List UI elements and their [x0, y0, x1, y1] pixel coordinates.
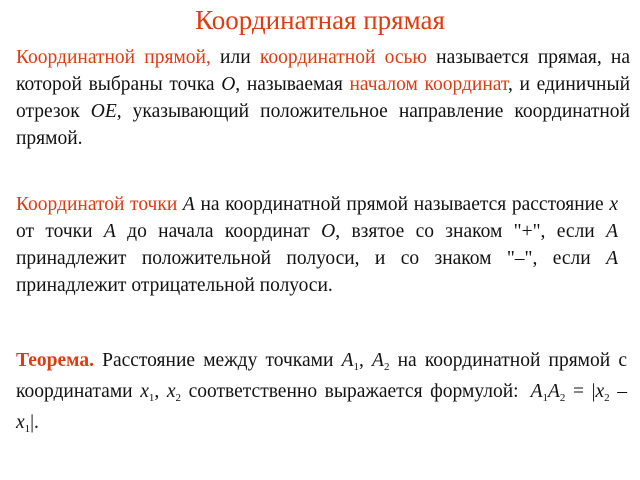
text: на координатной прямой называется расстояние — [194, 194, 610, 215]
term-coordinate-line: Координатной прямой, — [16, 47, 211, 68]
subscript: 1 — [542, 392, 548, 404]
formula-a2: A — [548, 381, 560, 402]
subscript: 2 — [175, 392, 182, 404]
subscript: 2 — [604, 392, 610, 404]
formula-x1: x — [16, 412, 25, 433]
term-coordinate-axis: координатной осью — [259, 47, 427, 68]
point-o: O — [321, 221, 336, 242]
slide-title: Координатная прямая — [195, 5, 445, 35]
point-a2: A — [372, 350, 384, 371]
text: Расстояние между точками — [93, 350, 342, 371]
subscript: 1 — [148, 392, 155, 404]
text: , — [358, 350, 373, 371]
formula-text: |. — [30, 412, 39, 433]
text: до начала координат — [115, 221, 322, 242]
term-origin: началом координат — [349, 74, 508, 95]
text: принадлежит отрицательной полуоси. — [16, 275, 333, 296]
point-o: O — [221, 74, 236, 95]
point-a: A — [182, 194, 195, 215]
formula-a1: A — [530, 381, 543, 402]
subscript: 2 — [559, 392, 566, 404]
theorem — [16, 345, 627, 438]
term-point-coordinate: Координатой точки — [16, 194, 178, 215]
subscript: 2 — [383, 361, 390, 373]
text: на координатной прямой с координатами — [16, 350, 628, 402]
point-a: A — [606, 248, 618, 269]
point-a: A — [103, 221, 116, 242]
text: , — [154, 381, 167, 402]
var-x1: x — [140, 381, 149, 402]
var-x: x — [609, 194, 618, 215]
text: называется прямая, на которой выбраны точка — [16, 47, 630, 95]
formula-x2: x — [595, 381, 605, 402]
definition-coordinate-line — [16, 44, 630, 152]
text: , называемая — [235, 74, 350, 95]
text: , указывающий положительное направление координатной прямой. — [16, 101, 630, 149]
subscript: 1 — [353, 361, 359, 373]
subscript: 1 — [24, 423, 31, 435]
formula-text: – — [609, 381, 628, 402]
definition-point-coordinate — [16, 191, 618, 299]
text: , взятое со знаком "+", если — [335, 221, 607, 242]
text: от точки — [16, 221, 104, 242]
point-a: A — [606, 221, 618, 242]
text: соответственно выражается формулой: — [181, 381, 519, 402]
var-x2: x — [166, 381, 176, 402]
segment-oe: OE — [90, 101, 117, 122]
text: , и единичный отрезок — [16, 74, 631, 122]
formula-text: = | — [565, 381, 596, 402]
point-a1: A — [341, 350, 354, 371]
theorem-label: Теорема. — [16, 350, 94, 371]
text: принадлежит положительной полуоси, и со знаком "–", если — [16, 248, 607, 269]
text: или — [210, 47, 260, 68]
